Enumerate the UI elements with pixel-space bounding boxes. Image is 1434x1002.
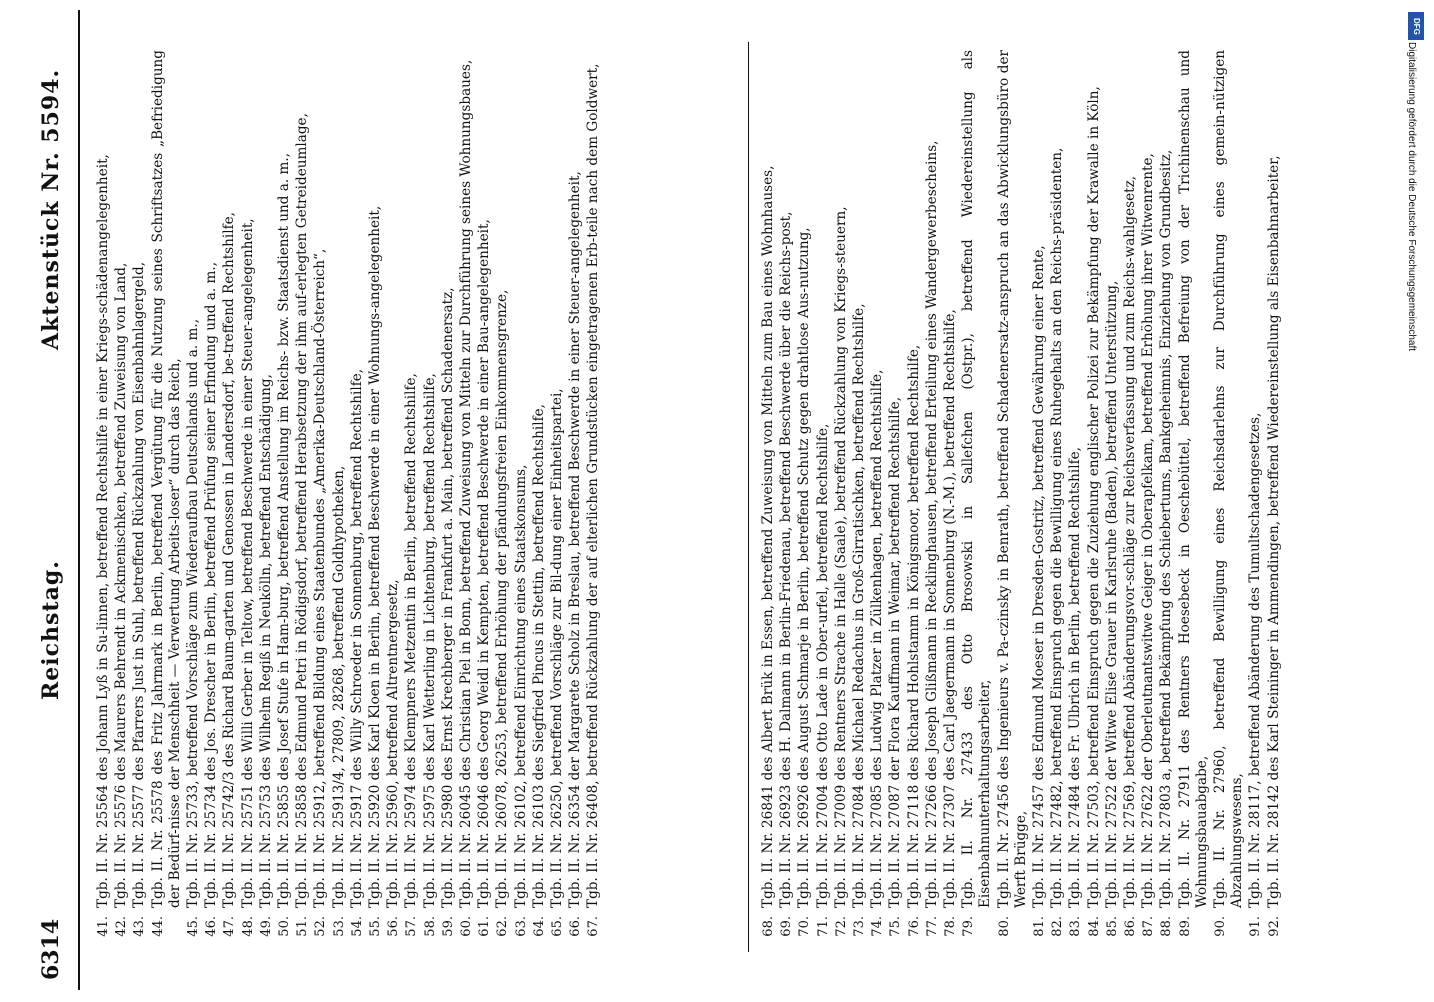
list-item bbox=[1067, 50, 1084, 950]
item-text: Tgb. II. Nr. 25577 des Pfarrers Just in Suhl, betreffend Rückzahlung von Eisenbahnlagergeld, bbox=[131, 261, 148, 908]
item-number: 47. bbox=[222, 916, 238, 937]
item-number: 59. bbox=[440, 916, 456, 937]
item-text: Tgb. II. Nr. 25912, betreffend Bildung eines Staatenbundes „Amerika-Deutschland-Österreich“, bbox=[312, 248, 329, 908]
item-number: 89. bbox=[1177, 916, 1193, 937]
list-item bbox=[778, 50, 795, 950]
list-item bbox=[95, 50, 112, 950]
right-column bbox=[760, 50, 1284, 950]
item-number: 75. bbox=[888, 916, 904, 937]
list-item bbox=[440, 50, 457, 950]
item-text: Tgb. II. Nr. 27266 des Joseph Glißmann in Recklinghausen, betreffend Erteilung eines Wandergewerbescheins, bbox=[923, 140, 940, 908]
list-item bbox=[906, 50, 923, 950]
list-item bbox=[1031, 50, 1048, 950]
list-item bbox=[494, 50, 511, 950]
item-number: 43. bbox=[132, 916, 148, 937]
item-number: 55. bbox=[368, 916, 384, 937]
item-text: Tgb. II. Nr. 25734 des Jos. Drescher in Berlin, betreffend Prüfung seiner Erfindung und a. m., bbox=[203, 261, 220, 908]
list-item bbox=[276, 50, 293, 950]
item-text: Tgb. II. Nr. 25960, betreffend Altrentnergesetz, bbox=[385, 579, 402, 908]
list-item bbox=[924, 50, 941, 950]
item-number: 87. bbox=[1141, 916, 1157, 937]
item-text: Tgb. II. Nr. 27482, betreffend Einspruch gegen die Bewilligung eines Ruhegehalts an den Reichs-präsidenten, bbox=[1049, 147, 1066, 908]
item-text: Tgb. II. Nr. 27503, betreffend Einspruch gegen die Zuziehung englischer Polizei zur Bekämpfung der Krawalle in Köln, bbox=[1085, 86, 1102, 908]
list-item bbox=[1086, 50, 1103, 950]
item-number: 83. bbox=[1068, 916, 1084, 937]
list-item bbox=[458, 50, 475, 950]
list-item bbox=[240, 50, 257, 950]
item-text: Tgb. II. Nr. 25920 des Karl Kloen in Berlin, betreffend Beschwerde in einer Wohnungs-angelegenheit, bbox=[367, 205, 384, 908]
item-text: Tgb. II. Nr. 27307 des Carl Jaegermann in Sonnenburg (N.-M.), betreffend Rechtshilfe, bbox=[942, 309, 959, 908]
item-text: Tgb. II. Nr. 28117, betreffend Abänderung des Tumultschadengesetzes, bbox=[1247, 412, 1264, 908]
list-item bbox=[1247, 50, 1264, 950]
list-item bbox=[531, 50, 548, 950]
item-number: 76. bbox=[906, 916, 922, 937]
item-number: 46. bbox=[204, 916, 220, 937]
item-text: Tgb. II. Nr. 26078, 26253, betreffend Erhöhung der pfändungsfreien Einkommensgrenze, bbox=[494, 289, 511, 908]
item-number: 64. bbox=[531, 916, 547, 937]
item-text: Tgb. II. Nr. 25751 des Willi Gerber in Teltow, betreffend Beschwerde in einer Steuer-angelegenheit, bbox=[239, 218, 256, 908]
item-text: Tgb. II. Nr. 27569, betreffend Abänderungsvor-schläge zur Reichsverfassung und zum Reichs-wahlgesetz, bbox=[1122, 175, 1139, 908]
item-number: 67. bbox=[586, 916, 602, 937]
item-text: Tgb. II. Nr. 25564 des Johann Lyß in Su-linnen, betreffend Rechtshilfe in einer Kriegs-schädenangelegenheit, bbox=[95, 154, 111, 908]
item-text: Tgb. II. Nr. 28142 des Karl Steininger in Ammendingen, betreffend Wiedereinstellung als Eisenbahnarbeiter, bbox=[1265, 155, 1282, 908]
header-left-title: Reichstag. bbox=[38, 560, 64, 700]
list-item bbox=[349, 50, 366, 950]
list-item bbox=[113, 50, 130, 950]
header-right-title: Aktenstück Nr. 5594. bbox=[38, 68, 64, 350]
item-text: Tgb. II. Nr. 26045 des Christian Piel in Bonn, betreffend Zuweisung von Mitteln zur Durchführung seines Wohnungsbaues, bbox=[458, 59, 475, 908]
list-item bbox=[1158, 50, 1175, 950]
item-number: 62. bbox=[495, 916, 511, 937]
item-number: 82. bbox=[1050, 916, 1066, 937]
list-item bbox=[996, 50, 1030, 950]
list-item bbox=[869, 50, 886, 950]
item-number: 61. bbox=[477, 916, 493, 937]
item-text: Tgb. II. Nr. 25753 des Wilhelm Regiß in Neukölln, betreffend Entschädigung, bbox=[257, 374, 274, 908]
list-item bbox=[585, 50, 602, 950]
item-text: Tgb. II. Nr. 27085 des Ludwig Platzer in Zülkenhagen, betreffend Rechtshilfe, bbox=[869, 369, 886, 908]
item-text: Tgb. II. Nr. 26102, betreffend Einrichtung eines Staatskonsums, bbox=[512, 464, 529, 908]
item-number: 60. bbox=[459, 916, 475, 937]
item-number: 72. bbox=[833, 916, 849, 937]
item-number: 54. bbox=[349, 916, 365, 937]
item-number: 65. bbox=[550, 916, 566, 937]
item-text: Tgb. II. Nr. 25578 des Fritz Jahrmark in Berlin, betreffend Vergütung für die Nutzung seines Schriftsatzes „Befriedigung der Bedürf-nisse der Menschheit — Verwertung Arbeits-loser“ durch das Reich, bbox=[149, 50, 183, 908]
item-number: 91. bbox=[1248, 916, 1264, 937]
list-item bbox=[312, 50, 329, 950]
list-item bbox=[1177, 50, 1211, 950]
item-text: Tgb. II. Nr. 27522 der Witwe Elise Grauer in Karlsruhe (Baden), betreffend Unterstützung, bbox=[1103, 280, 1120, 908]
item-number: 53. bbox=[331, 916, 347, 937]
item-number: 81. bbox=[1032, 916, 1048, 937]
list-item bbox=[150, 50, 184, 950]
item-number: 42. bbox=[114, 916, 130, 937]
list-item bbox=[851, 50, 868, 950]
item-number: 68. bbox=[761, 916, 776, 937]
item-text: Tgb. II. Nr. 27118 des Richard Hohlstamm in Königsmoor, betreffend Rechtshilfe, bbox=[905, 344, 922, 908]
item-text: Tgb. II. Nr. 27433 des Otto Brosowski in Sallefchen (Ostpr.), betreffend Wiedereinstellung als Eisenbahnunterhaltungsarbeiter, bbox=[960, 50, 994, 908]
item-number: 48. bbox=[240, 916, 256, 937]
item-text: Tgb. II. Nr. 26923 des H. Dalmann in Berlin-Friedenau, betreffend Beschwerde über die Reichs-post, bbox=[778, 211, 795, 908]
item-number: 45. bbox=[186, 916, 202, 937]
list-item bbox=[1104, 50, 1121, 950]
item-text: Tgb. II. Nr. 25980 des Ernst Krechberger in Frankfurt a. Main, betreffend Schadenersatz, bbox=[439, 287, 456, 908]
item-number: 58. bbox=[422, 916, 438, 937]
item-number: 79. bbox=[961, 916, 977, 937]
list-item bbox=[796, 50, 813, 950]
item-number: 44. bbox=[150, 916, 166, 937]
item-text: Tgb. II. Nr. 27960, betreffend Bewilligung eines Reichsdarlehns zur Durchführung eines gemein-nützigen Abzahlungswesens, bbox=[1212, 50, 1246, 908]
item-text: Tgb. II. Nr. 26354 der Margarete Scholz in Breslau, betreffend Beschwerde in einer Steuer-angelegenheit, bbox=[567, 171, 584, 908]
item-text: Tgb. II. Nr. 25742/3 des Richard Baum-garten und Genossen in Landersdorf, be-treffend Rechtshilfe, bbox=[221, 212, 238, 908]
item-text: Tgb. II. Nr. 27457 des Edmund Moeser in Dresden-Gostritz, betreffend Gewährung einer Rente, bbox=[1031, 245, 1048, 908]
list-item bbox=[815, 50, 832, 950]
item-text: Tgb. II. Nr. 26046 des Georg Weidl in Kempten, betreffend Beschwerde in einer Bau-angelegenheit, bbox=[476, 219, 493, 908]
list-item bbox=[403, 50, 420, 950]
item-number: 71. bbox=[815, 916, 831, 937]
column-divider bbox=[748, 42, 749, 952]
page-number: 6314 bbox=[38, 918, 64, 980]
item-number: 63. bbox=[513, 916, 529, 937]
list-item bbox=[1122, 50, 1139, 950]
list-item bbox=[887, 50, 904, 950]
item-number: 74. bbox=[870, 916, 886, 937]
item-number: 49. bbox=[258, 916, 274, 937]
item-text: Tgb. II. Nr. 27484 des Fr. Ulbrich in Berlin, betreffend Rechtshilfe, bbox=[1067, 447, 1084, 908]
item-number: 50. bbox=[277, 916, 293, 937]
dfg-logo: DFG bbox=[1408, 12, 1424, 40]
item-text: Tgb. II. Nr. 25733, betreffend Vorschläge zum Wiederaufbau Deutschlands und a. m., bbox=[185, 318, 202, 908]
list-item bbox=[1266, 50, 1283, 950]
list-item bbox=[221, 50, 238, 950]
item-number: 90. bbox=[1213, 916, 1229, 937]
item-number: 84. bbox=[1086, 916, 1102, 937]
item-text: Tgb. II. Nr. 26408, betreffend Rückzahlung der auf elterlichen Grundstücken eingetragenen Erb-teile nach dem Goldwert, bbox=[585, 63, 602, 908]
item-text: Tgb. II. Nr. 25855 des Josef Stufe in Ham-burg, betreffend Anstellung im Reichs- bzw. Staatsdienst und a. m., bbox=[276, 152, 293, 908]
item-number: 70. bbox=[797, 916, 813, 937]
list-item bbox=[1049, 50, 1066, 950]
list-item bbox=[203, 50, 220, 950]
item-text: Tgb. II. Nr. 27087 der Flora Kauffmann in Weimar, betreffend Rechtshilfe, bbox=[887, 396, 904, 908]
item-number: 80. bbox=[996, 916, 1012, 937]
item-number: 78. bbox=[943, 916, 959, 937]
item-text: Tgb. II. Nr. 27004 des Otto Lade in Ober-urfel, betreffend Rechtshilfe, bbox=[814, 423, 831, 908]
item-number: 85. bbox=[1104, 916, 1120, 937]
list-item bbox=[385, 50, 402, 950]
item-text: Tgb. II. Nr. 26103 des Siegfried Pincus in Stettin, betreffend Rechtshilfe, bbox=[530, 404, 547, 908]
item-number: 52. bbox=[313, 916, 329, 937]
list-item bbox=[760, 50, 777, 950]
item-number: 69. bbox=[779, 916, 795, 937]
list-item bbox=[1212, 50, 1246, 950]
item-text: Tgb. II. Nr. 27009 des Rentners Strache in Halle (Saale), betreffend Rückzahlung von Kriegs-steuern, bbox=[832, 206, 849, 908]
item-number: 56. bbox=[386, 916, 402, 937]
item-text: Tgb. II. Nr. 26926 des August Schmarje in Berlin, betreffend Schutz gegen drahtlose Aus-nutzung, bbox=[796, 227, 813, 908]
item-number: 88. bbox=[1159, 916, 1175, 937]
dfg-credit: Digitalisierung gefördert durch die Deutsche Forschungsgemeinschaft bbox=[1406, 42, 1417, 352]
running-head bbox=[0, 0, 90, 1000]
list-item bbox=[422, 50, 439, 950]
item-number: 57. bbox=[404, 916, 420, 937]
list-item bbox=[185, 50, 202, 950]
list-item bbox=[833, 50, 850, 950]
list-item bbox=[513, 50, 530, 950]
list-item bbox=[1140, 50, 1157, 950]
list-item bbox=[258, 50, 275, 950]
item-number: 73. bbox=[852, 916, 868, 937]
left-column bbox=[95, 50, 604, 950]
list-item bbox=[960, 50, 994, 950]
list-item bbox=[567, 50, 584, 950]
item-text: Tgb. II. Nr. 26841 des Albert Brük in Essen, betreffend Zuweisung von Mitteln zum Bau eines Wohnhauses, bbox=[760, 165, 776, 908]
item-text: Tgb. II. Nr. 25858 des Edmund Petri in Rödigsdorf, betreffend Herabsetzung der ihm auf-erlegten Getreideumlage, bbox=[294, 113, 311, 908]
item-number: 92. bbox=[1266, 916, 1282, 937]
header-rule bbox=[78, 10, 80, 990]
item-text: Tgb. II. Nr. 25576 des Maurers Behrendt in Ackmenischken, betreffend Zuweisung von Land, bbox=[113, 262, 130, 908]
item-number: 41. bbox=[96, 916, 111, 937]
item-text: Tgb. II. Nr. 25913/4, 27809, 28268, betreffend Goldhypotheken, bbox=[330, 465, 347, 908]
list-item bbox=[549, 50, 566, 950]
item-text: Tgb. II. Nr. 27456 des Ingenieurs v. Pa-czinsky in Benrath, betreffend Schadenersatz-anspruch an das Abwicklungsbüro der Werft Brügge, bbox=[995, 50, 1029, 908]
item-number: 66. bbox=[568, 916, 584, 937]
item-text: Tgb. II. Nr. 25917 des Willy Schroeder in Sonnenburg, betreffend Rechtshilfe, bbox=[348, 368, 365, 908]
item-number: 77. bbox=[924, 916, 940, 937]
item-text: Tgb. II. Nr. 25974 des Klempners Metzentin in Berlin, betreffend Rechtshilfe, bbox=[403, 373, 420, 908]
item-text: Tgb. II. Nr. 27911 des Rentners Hoesebeck in Oeschebüttel, betreffend Befreiung von der Trichinenschau und Wohnungsbauabgabe, bbox=[1176, 50, 1210, 908]
item-number: 51. bbox=[295, 916, 311, 937]
list-item bbox=[331, 50, 348, 950]
list-item bbox=[942, 50, 959, 950]
item-text: Tgb. II. Nr. 27622 der Oberleutnantswitwe Geiger in Oberapfelkam, betreffend Erhöhung ihrer Witwenrente, bbox=[1140, 153, 1157, 908]
item-number: 86. bbox=[1123, 916, 1139, 937]
list-item bbox=[476, 50, 493, 950]
item-text: Tgb. II. Nr. 25975 des Karl Wetterling in Lichtenburg, betreffend Rechtshilfe, bbox=[421, 373, 438, 908]
list-item bbox=[367, 50, 384, 950]
item-text: Tgb. II. Nr. 27803 a, betreffend Bekämpfung des Schiebertums, Bankgeheimnis, Einziehung von Grundbesitz, bbox=[1158, 149, 1175, 908]
dfg-sidebar bbox=[1406, 8, 1428, 988]
item-text: Tgb. II. Nr. 26250, betreffend Vorschläge zur Bil-dung einer Einheitspartei, bbox=[549, 388, 566, 908]
list-item bbox=[131, 50, 148, 950]
list-item bbox=[294, 50, 311, 950]
item-text: Tgb. II. Nr. 27084 des Michael Redachus in Groß-Girratischken, betreffend Rechtshilfe, bbox=[851, 303, 868, 908]
